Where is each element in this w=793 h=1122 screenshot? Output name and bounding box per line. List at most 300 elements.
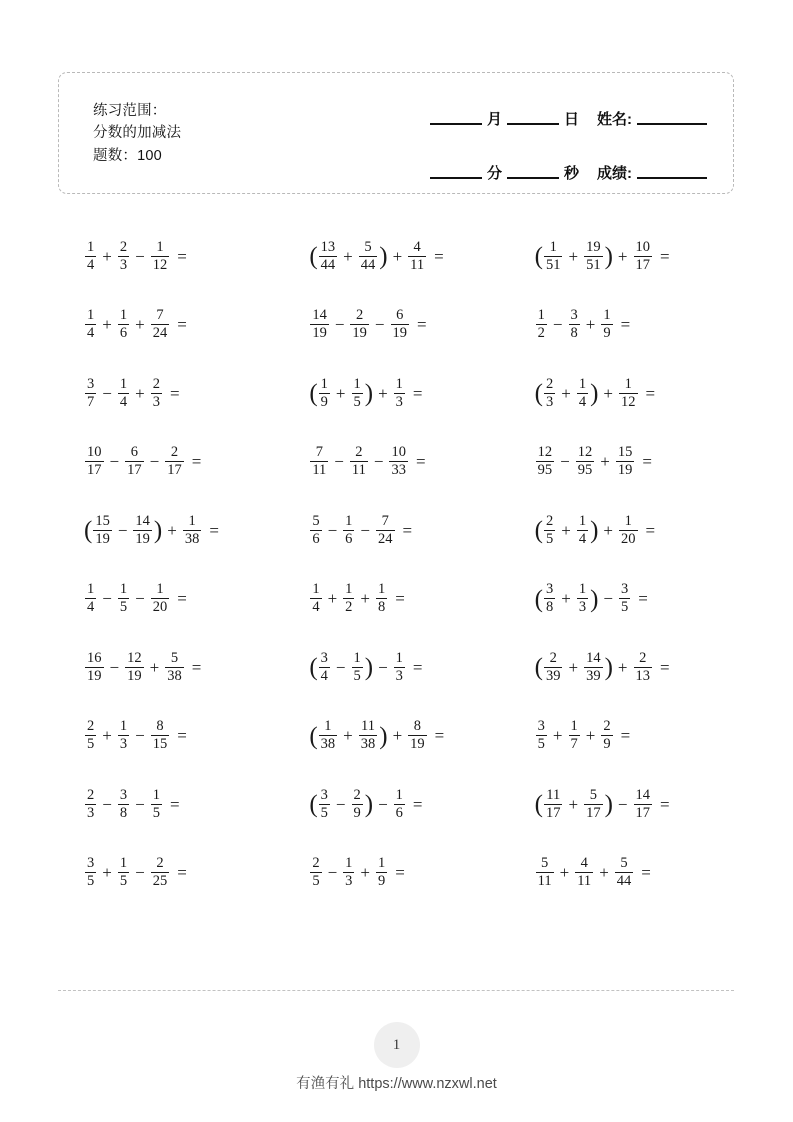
fraction bbox=[343, 856, 354, 889]
operator: − bbox=[335, 794, 346, 814]
fraction-numerator: 7 bbox=[381, 512, 389, 529]
watermark-text: 有渔有礼 https://www.nzxwl.net bbox=[296, 1076, 497, 1092]
fraction-denominator: 7 bbox=[87, 393, 95, 410]
equals-sign: = bbox=[169, 794, 180, 814]
fraction bbox=[165, 651, 184, 684]
problem-expression bbox=[535, 308, 631, 341]
problem-expression: ( $\frac{3}{4}$ − $\frac{1}{5}$ ) − $\frac{1}{3}$ = bbox=[309, 649, 423, 684]
fraction bbox=[359, 719, 378, 752]
fraction-denominator: 44 bbox=[360, 256, 376, 273]
problem-cell bbox=[283, 291, 508, 360]
operator: + bbox=[102, 726, 112, 746]
fraction bbox=[118, 856, 129, 889]
fraction-numerator: 2 bbox=[170, 444, 179, 461]
operator: + bbox=[149, 657, 160, 677]
fraction-denominator: 19 bbox=[87, 667, 102, 684]
fraction bbox=[376, 582, 387, 615]
problem-cell bbox=[283, 839, 508, 908]
operator: − bbox=[617, 794, 628, 814]
fraction-denominator: 3 bbox=[395, 667, 403, 684]
day-blank[interactable] bbox=[507, 123, 559, 125]
fraction bbox=[577, 377, 588, 410]
operator: + bbox=[102, 246, 112, 266]
fraction-numerator: 1 bbox=[119, 375, 128, 392]
problem-cell bbox=[509, 496, 734, 565]
fraction bbox=[85, 377, 96, 410]
problem-expression: ( $\frac{1}{9}$ + $\frac{1}{5}$ ) + $\frac{1}{3}$ = bbox=[309, 375, 423, 410]
fraction bbox=[310, 308, 329, 341]
fraction-denominator: 24 bbox=[152, 325, 168, 342]
problem-cell bbox=[283, 496, 508, 565]
fraction bbox=[536, 719, 547, 752]
fraction-numerator: 2 bbox=[156, 855, 164, 872]
second-blank[interactable] bbox=[507, 177, 559, 179]
fraction bbox=[85, 719, 96, 752]
operator: + bbox=[568, 794, 579, 814]
fraction-denominator: 5 bbox=[353, 667, 361, 684]
student-fields bbox=[369, 95, 709, 183]
equals-sign: = bbox=[415, 452, 426, 472]
fraction-numerator: 5 bbox=[589, 786, 597, 803]
fraction bbox=[536, 856, 554, 889]
fraction bbox=[536, 445, 555, 478]
problem-expression: ( $\frac{3}{8}$ + $\frac{1}{3}$ ) − $\frac{3}{5}$ = bbox=[534, 581, 648, 616]
problem-cell bbox=[283, 428, 508, 497]
fraction-numerator: 5 bbox=[170, 649, 179, 666]
footer-divider bbox=[58, 990, 734, 991]
fraction bbox=[125, 651, 144, 684]
fraction bbox=[619, 582, 630, 615]
operator: − bbox=[135, 726, 145, 746]
date-row bbox=[369, 95, 709, 129]
fraction-numerator: 1 bbox=[578, 375, 587, 392]
fraction bbox=[544, 377, 555, 410]
fraction-denominator: 5 bbox=[87, 873, 95, 890]
problem-expression bbox=[535, 856, 651, 889]
operator: + bbox=[561, 589, 571, 609]
fraction-denominator: 38 bbox=[320, 736, 336, 753]
fraction-denominator: 4 bbox=[312, 599, 320, 616]
fraction-numerator: 1 bbox=[119, 307, 128, 324]
operator: − bbox=[603, 589, 613, 609]
fraction-numerator: 1 bbox=[152, 786, 160, 803]
problem-expression: ( $\frac{13}{44}$ + $\frac{5}{44}$ ) + $\frac{4}{11}$ = bbox=[309, 238, 444, 273]
fraction-denominator: 3 bbox=[345, 873, 353, 890]
equals-sign: = bbox=[434, 726, 445, 746]
fraction-denominator: 19 bbox=[410, 736, 425, 753]
fraction-denominator: 3 bbox=[87, 804, 95, 821]
fraction bbox=[569, 719, 580, 752]
fraction-numerator: 14 bbox=[312, 307, 327, 324]
operator: − bbox=[327, 863, 338, 883]
problem-expression bbox=[535, 445, 652, 478]
fraction bbox=[133, 514, 152, 547]
operator: + bbox=[135, 315, 145, 335]
operator: + bbox=[617, 657, 628, 677]
fraction-numerator: 1 bbox=[320, 375, 328, 392]
fraction bbox=[85, 651, 104, 684]
fraction-numerator: 1 bbox=[603, 307, 611, 324]
equals-sign: = bbox=[660, 794, 670, 814]
fraction bbox=[85, 856, 96, 889]
problem-expression bbox=[84, 719, 187, 752]
fraction-numerator: 1 bbox=[324, 718, 332, 735]
fraction-denominator: 24 bbox=[378, 530, 393, 547]
operator: + bbox=[561, 520, 571, 540]
fraction-numerator: 3 bbox=[87, 855, 95, 872]
fraction-denominator: 4 bbox=[578, 530, 587, 547]
operator: − bbox=[378, 794, 388, 814]
operator: + bbox=[378, 383, 388, 403]
equals-sign: = bbox=[660, 657, 670, 677]
fraction-numerator: 1 bbox=[353, 375, 361, 392]
problem-cell bbox=[58, 633, 283, 702]
problem-cell bbox=[509, 359, 734, 428]
problem-expression bbox=[84, 240, 187, 273]
fraction-numerator: 1 bbox=[87, 238, 95, 255]
problem-cell bbox=[509, 222, 734, 291]
operator: + bbox=[603, 383, 613, 403]
fraction-denominator: 11 bbox=[410, 256, 425, 273]
fraction-numerator: 2 bbox=[545, 512, 554, 529]
fraction-numerator: 1 bbox=[156, 581, 164, 598]
problem-cell bbox=[283, 633, 508, 702]
fraction-numerator: 15 bbox=[617, 444, 633, 461]
fraction-numerator: 5 bbox=[312, 512, 320, 529]
fraction bbox=[343, 514, 354, 547]
operator: − bbox=[109, 657, 120, 677]
fraction-denominator: 8 bbox=[570, 325, 578, 342]
operator: − bbox=[327, 520, 338, 540]
problem-expression bbox=[309, 445, 425, 478]
fraction-numerator: 1 bbox=[119, 718, 128, 735]
score-label: 成绩: bbox=[597, 165, 632, 182]
fraction bbox=[376, 856, 387, 889]
fraction-denominator: 44 bbox=[320, 256, 336, 273]
problems-grid bbox=[58, 222, 734, 907]
fraction-denominator: 19 bbox=[95, 530, 110, 547]
fraction-denominator: 17 bbox=[87, 462, 102, 479]
fraction-denominator: 4 bbox=[87, 599, 95, 616]
name-blank[interactable] bbox=[637, 123, 707, 125]
fraction-numerator: 10 bbox=[391, 444, 406, 461]
problem-expression bbox=[535, 719, 631, 752]
fraction bbox=[85, 788, 96, 821]
fraction bbox=[601, 719, 612, 752]
fraction bbox=[352, 788, 363, 821]
fraction bbox=[151, 240, 170, 273]
fraction-denominator: 3 bbox=[119, 736, 128, 753]
fraction bbox=[118, 240, 129, 273]
fraction-numerator: 1 bbox=[345, 855, 353, 872]
fraction bbox=[310, 856, 321, 889]
fraction bbox=[319, 788, 330, 821]
operator: + bbox=[135, 383, 145, 403]
equals-sign: = bbox=[412, 794, 423, 814]
fraction-denominator: 20 bbox=[621, 530, 636, 547]
fraction-denominator: 11 bbox=[537, 873, 552, 890]
fraction-denominator: 51 bbox=[545, 256, 561, 273]
fraction-numerator: 1 bbox=[345, 512, 353, 529]
fraction-numerator: 3 bbox=[320, 649, 328, 666]
fraction-denominator: 17 bbox=[635, 804, 650, 821]
equals-sign: = bbox=[209, 520, 219, 540]
fraction-denominator: 38 bbox=[184, 530, 200, 547]
fraction-numerator: 11 bbox=[546, 786, 561, 803]
problem-count-label: 题数：100 bbox=[93, 147, 162, 164]
fraction-denominator: 51 bbox=[586, 256, 601, 273]
operator: − bbox=[102, 383, 112, 403]
problem-cell bbox=[283, 359, 508, 428]
fraction-numerator: 15 bbox=[95, 512, 110, 529]
fraction-numerator: 5 bbox=[541, 855, 549, 872]
fraction-denominator: 4 bbox=[87, 256, 95, 273]
problem-cell bbox=[58, 770, 283, 839]
fraction-numerator: 8 bbox=[156, 718, 164, 735]
fraction bbox=[376, 514, 395, 547]
operator: + bbox=[335, 383, 346, 403]
fraction bbox=[584, 651, 603, 684]
equals-sign: = bbox=[645, 383, 656, 403]
fraction-denominator: 15 bbox=[152, 736, 168, 753]
fraction-denominator: 2 bbox=[537, 325, 545, 342]
problem-cell bbox=[58, 496, 283, 565]
fraction-numerator: 2 bbox=[87, 786, 95, 803]
fraction-numerator: 1 bbox=[624, 512, 632, 529]
equals-sign: = bbox=[620, 315, 631, 335]
problem-cell bbox=[58, 565, 283, 634]
fraction bbox=[352, 651, 363, 684]
fraction-denominator: 38 bbox=[167, 667, 182, 684]
fraction bbox=[601, 308, 612, 341]
fraction bbox=[394, 651, 405, 684]
fraction bbox=[151, 308, 170, 341]
operator: − bbox=[373, 452, 384, 472]
fraction-numerator: 2 bbox=[152, 375, 160, 392]
operator: + bbox=[392, 726, 403, 746]
equals-sign: = bbox=[641, 863, 651, 883]
operator: + bbox=[102, 315, 112, 335]
name-label: 姓名: bbox=[597, 111, 632, 128]
fraction bbox=[151, 582, 170, 615]
fraction-denominator: 3 bbox=[578, 599, 587, 616]
fraction-numerator: 1 bbox=[156, 238, 164, 255]
operator: − bbox=[360, 520, 371, 540]
fraction bbox=[544, 240, 563, 273]
fraction-denominator: 3 bbox=[119, 256, 128, 273]
fraction-denominator: 20 bbox=[152, 599, 168, 616]
operator: − bbox=[135, 794, 145, 814]
fraction-numerator: 2 bbox=[87, 718, 95, 735]
problem-expression bbox=[84, 582, 187, 615]
operator: + bbox=[600, 452, 610, 472]
fraction bbox=[352, 377, 363, 410]
fraction bbox=[310, 445, 328, 478]
equals-sign: = bbox=[638, 589, 648, 609]
operator: − bbox=[117, 520, 128, 540]
problem-cell bbox=[58, 428, 283, 497]
fraction bbox=[118, 308, 129, 341]
fraction-numerator: 12 bbox=[537, 444, 553, 461]
fraction bbox=[310, 582, 321, 615]
problem-expression bbox=[309, 514, 412, 547]
equals-sign: = bbox=[434, 246, 444, 266]
fraction-denominator: 19 bbox=[352, 325, 367, 342]
fraction-denominator: 6 bbox=[345, 530, 353, 547]
problem-expression bbox=[84, 651, 201, 684]
operator: + bbox=[599, 863, 609, 883]
fraction-numerator: 3 bbox=[87, 375, 95, 392]
score-blank[interactable] bbox=[637, 177, 707, 179]
fraction bbox=[343, 582, 354, 615]
operator: − bbox=[135, 246, 145, 266]
operator: + bbox=[568, 246, 579, 266]
problem-expression bbox=[84, 445, 201, 478]
problem-expression: ( $\frac{1}{38}$ + $\frac{11}{38}$ ) + $\frac{8}{19}$ = bbox=[309, 718, 445, 753]
fraction-denominator: 3 bbox=[152, 393, 160, 410]
fraction bbox=[165, 445, 184, 478]
fraction-numerator: 1 bbox=[378, 581, 386, 598]
problem-expression bbox=[84, 788, 180, 821]
fraction-denominator: 9 bbox=[603, 325, 611, 342]
problem-expression: ( $\frac{1}{51}$ + $\frac{19}{51}$ ) + $\frac{10}{17}$ = bbox=[534, 238, 670, 273]
practice-info bbox=[93, 100, 181, 167]
fraction-denominator: 8 bbox=[119, 804, 128, 821]
fraction-numerator: 1 bbox=[578, 512, 587, 529]
operator: − bbox=[552, 315, 563, 335]
fraction-numerator: 3 bbox=[621, 581, 629, 598]
fraction-numerator: 1 bbox=[395, 786, 403, 803]
operator: − bbox=[334, 315, 345, 335]
fraction-numerator: 2 bbox=[639, 649, 647, 666]
minute-blank[interactable] bbox=[430, 177, 482, 179]
fraction-denominator: 6 bbox=[312, 530, 320, 547]
fraction bbox=[310, 514, 321, 547]
problem-cell bbox=[509, 770, 734, 839]
fraction-numerator: 1 bbox=[353, 649, 361, 666]
problem-expression: ( $\frac{2}{39}$ + $\frac{14}{39}$ ) + $\frac{2}{13}$ = bbox=[534, 649, 670, 684]
problem-cell bbox=[509, 633, 734, 702]
problem-expression bbox=[309, 308, 426, 341]
fraction-denominator: 9 bbox=[378, 873, 386, 890]
fraction-numerator: 14 bbox=[635, 786, 650, 803]
fraction-denominator: 5 bbox=[320, 804, 328, 821]
fraction bbox=[391, 308, 410, 341]
fraction bbox=[576, 445, 595, 478]
fraction-numerator: 2 bbox=[119, 238, 128, 255]
fraction-numerator: 2 bbox=[312, 855, 320, 872]
fraction bbox=[544, 582, 555, 615]
fraction-denominator: 13 bbox=[635, 667, 650, 684]
fraction-numerator: 11 bbox=[361, 718, 375, 735]
fraction bbox=[619, 514, 638, 547]
fraction-denominator: 11 bbox=[577, 873, 592, 890]
equals-sign: = bbox=[177, 863, 187, 883]
practice-range-label: 练习范围： bbox=[93, 103, 167, 119]
fraction-numerator: 10 bbox=[87, 444, 102, 461]
fraction bbox=[125, 445, 144, 478]
fraction bbox=[151, 788, 162, 821]
problem-cell bbox=[283, 770, 508, 839]
fraction-numerator: 16 bbox=[87, 649, 102, 666]
fraction bbox=[544, 651, 563, 684]
fraction bbox=[408, 240, 426, 273]
day-label: 日 bbox=[563, 111, 579, 128]
fraction bbox=[634, 651, 653, 684]
fraction-denominator: 95 bbox=[577, 462, 593, 479]
problem-expression: ( $\frac{2}{5}$ + $\frac{1}{4}$ ) + $\frac{1}{20}$ = bbox=[534, 512, 656, 547]
fraction bbox=[350, 308, 369, 341]
fraction-denominator: 4 bbox=[87, 325, 95, 342]
equals-sign: = bbox=[660, 246, 670, 266]
fraction-numerator: 1 bbox=[395, 375, 403, 392]
fraction bbox=[394, 377, 405, 410]
fraction-denominator: 9 bbox=[353, 804, 361, 821]
operator: + bbox=[561, 383, 571, 403]
fraction-denominator: 5 bbox=[537, 736, 545, 753]
fraction-numerator: 1 bbox=[578, 581, 587, 598]
fraction bbox=[569, 308, 580, 341]
fraction-denominator: 11 bbox=[351, 462, 366, 479]
fraction-numerator: 10 bbox=[635, 238, 650, 255]
problem-expression bbox=[309, 856, 405, 889]
problem-cell bbox=[283, 222, 508, 291]
fraction-denominator: 39 bbox=[545, 667, 561, 684]
problem-cell bbox=[509, 565, 734, 634]
fraction-numerator: 6 bbox=[130, 444, 138, 461]
equals-sign: = bbox=[191, 452, 202, 472]
operator: + bbox=[392, 246, 403, 266]
operator: + bbox=[102, 863, 112, 883]
equals-sign: = bbox=[177, 589, 187, 609]
fraction-denominator: 8 bbox=[545, 599, 554, 616]
operator: + bbox=[568, 657, 579, 677]
operator: − bbox=[374, 315, 385, 335]
operator: + bbox=[603, 520, 613, 540]
fraction bbox=[584, 788, 603, 821]
problem-cell bbox=[283, 702, 508, 771]
fraction-denominator: 6 bbox=[395, 804, 403, 821]
fraction bbox=[616, 445, 635, 478]
equals-sign: = bbox=[191, 657, 202, 677]
fraction-numerator: 7 bbox=[156, 307, 164, 324]
equals-sign: = bbox=[642, 452, 652, 472]
fraction bbox=[183, 514, 202, 547]
operator: + bbox=[343, 246, 353, 266]
operator: − bbox=[135, 863, 145, 883]
fraction bbox=[634, 788, 653, 821]
fraction bbox=[577, 514, 588, 547]
month-blank[interactable] bbox=[430, 123, 482, 125]
fraction-numerator: 14 bbox=[586, 649, 601, 666]
operator: − bbox=[560, 452, 570, 472]
fraction-numerator: 1 bbox=[537, 307, 545, 324]
fraction-numerator: 4 bbox=[413, 238, 421, 255]
operator: + bbox=[559, 863, 570, 883]
fraction-denominator: 12 bbox=[152, 256, 168, 273]
fraction bbox=[619, 377, 638, 410]
fraction-numerator: 5 bbox=[364, 238, 372, 255]
fraction-denominator: 33 bbox=[391, 462, 406, 479]
fraction-denominator: 5 bbox=[545, 530, 554, 547]
fraction bbox=[319, 651, 330, 684]
fraction-numerator: 1 bbox=[119, 855, 128, 872]
fraction-numerator: 19 bbox=[586, 238, 601, 255]
fraction-denominator: 19 bbox=[312, 325, 327, 342]
problem-expression: ( $\frac{11}{17}$ + $\frac{5}{17}$ ) − $\frac{14}{17}$ = bbox=[534, 786, 670, 821]
fraction bbox=[118, 582, 129, 615]
problem-cell bbox=[509, 839, 734, 908]
